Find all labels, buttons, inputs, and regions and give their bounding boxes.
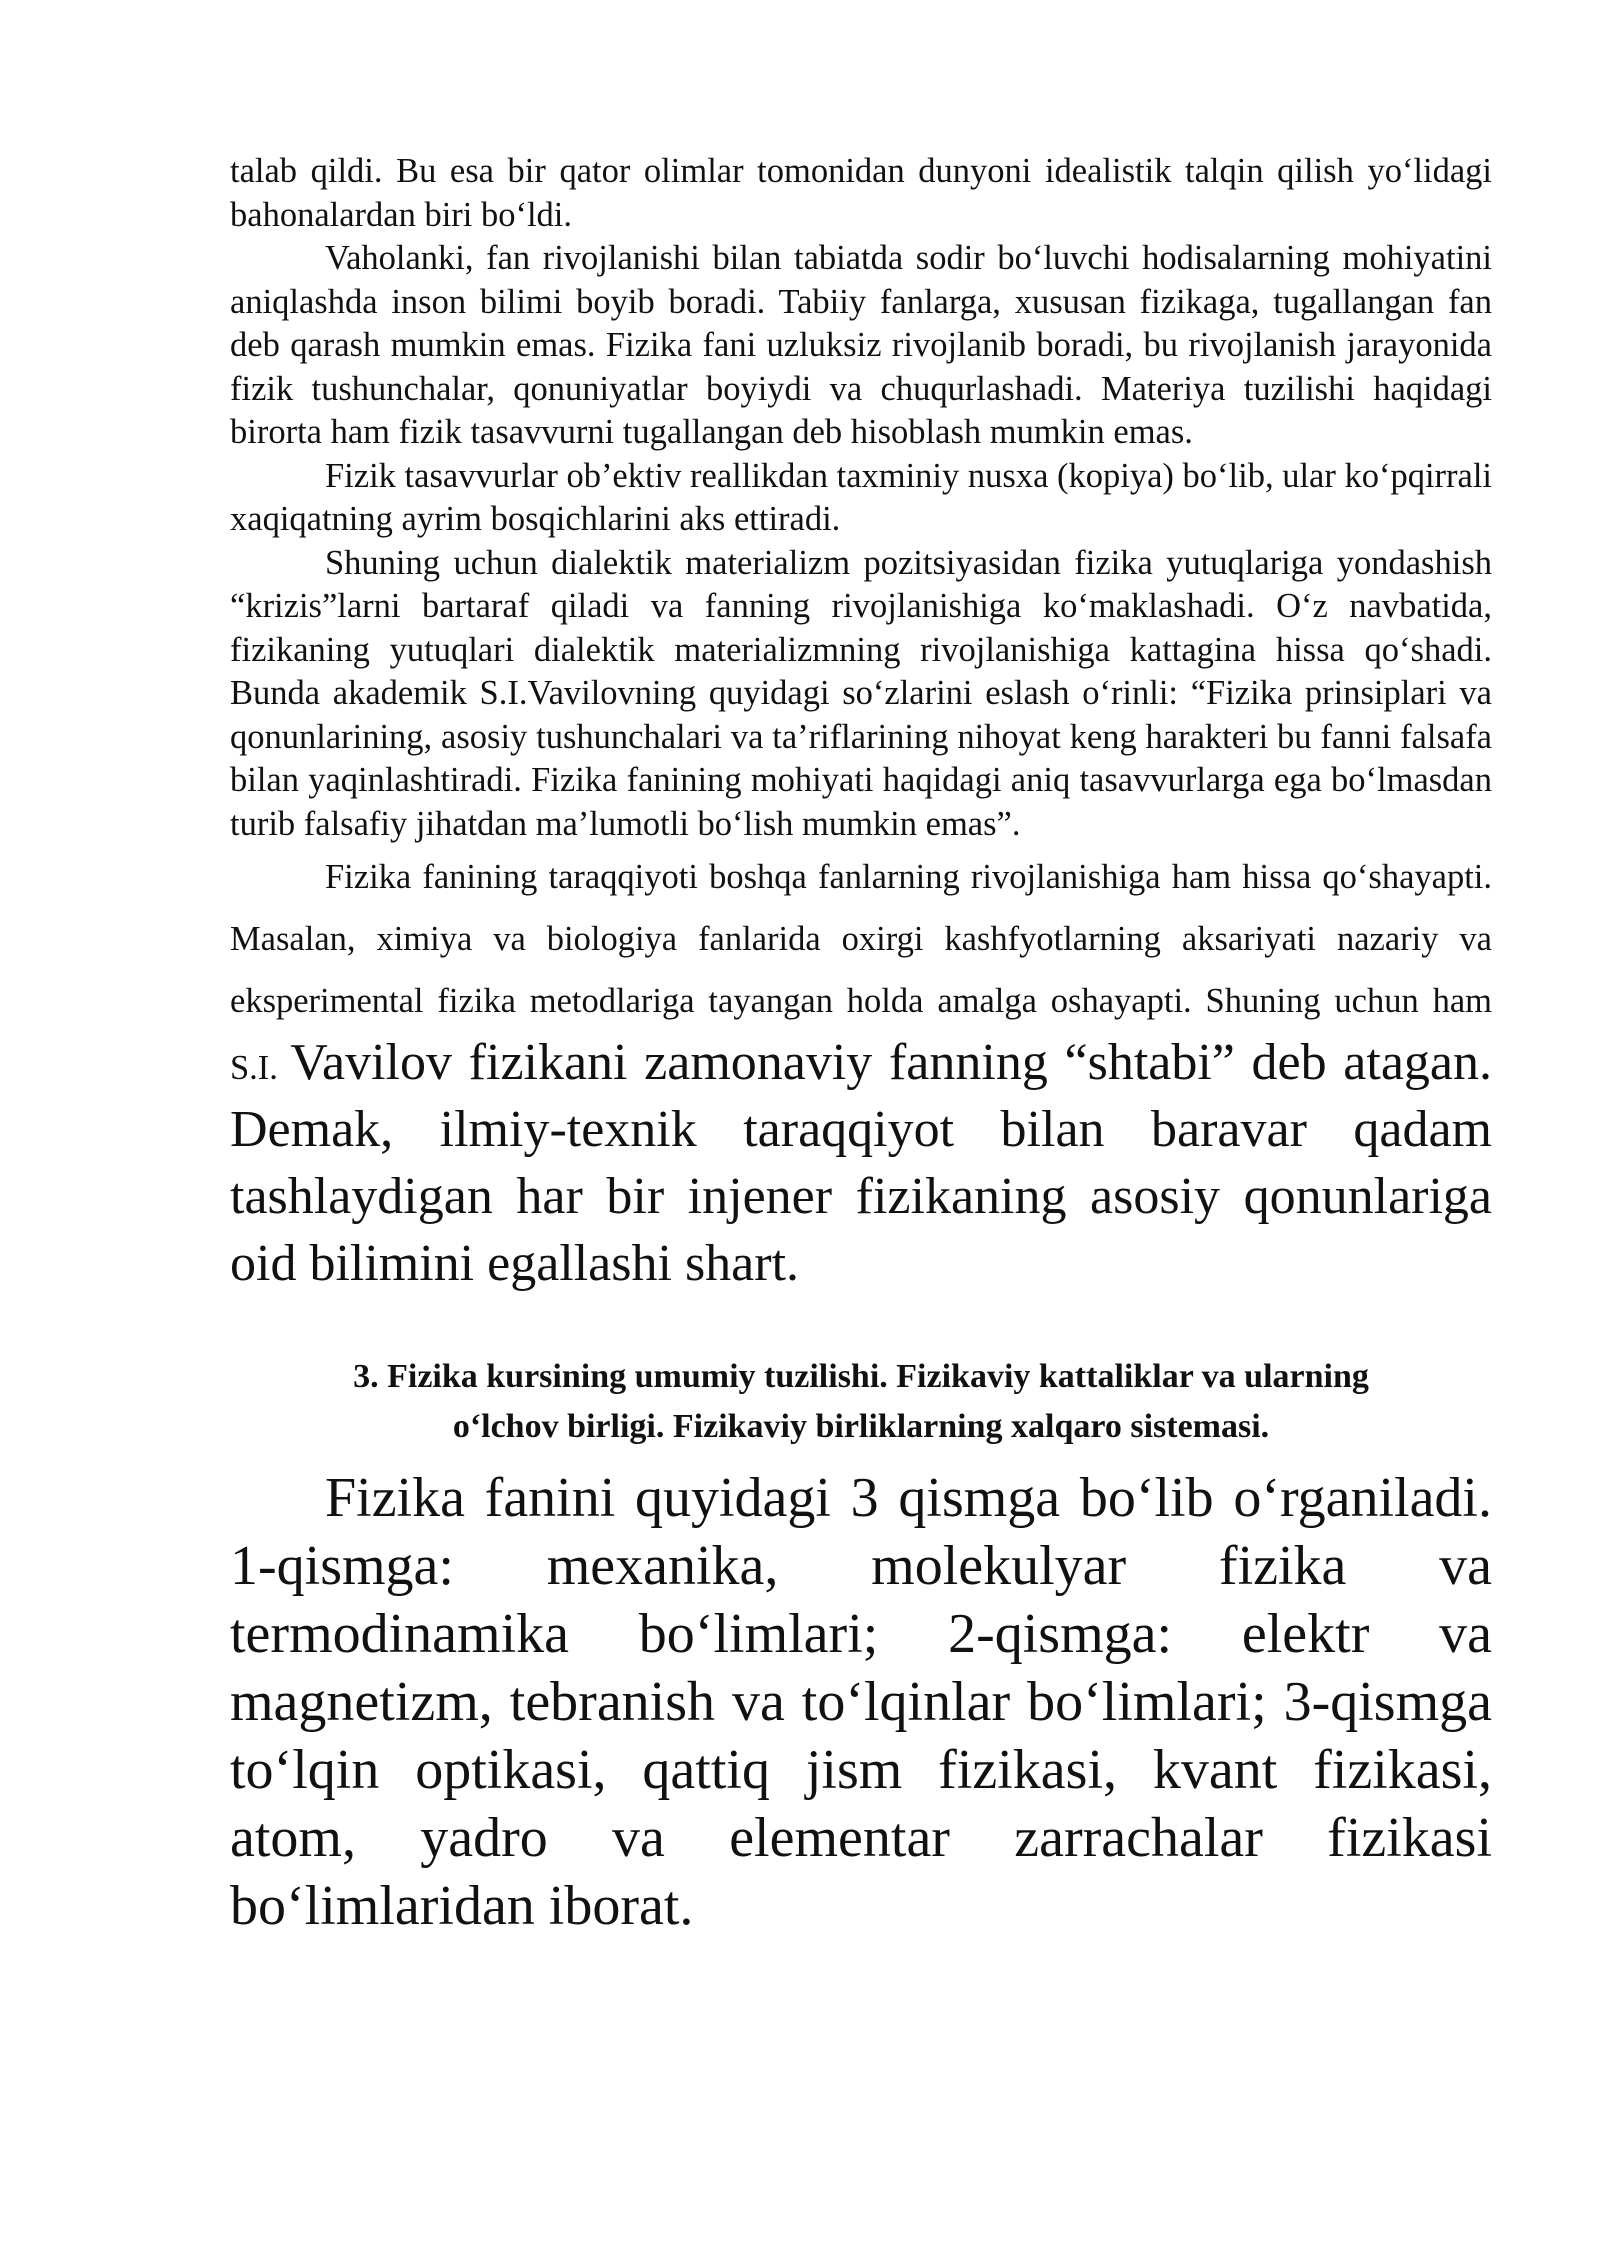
- document-page: [230, 150, 1492, 1940]
- section-heading-line-2: o‘lchov birligi. Fizikaviy birliklarning xalqaro sistemasi.: [452, 1408, 1270, 1445]
- paragraph-large-text: Vavilov fizikani zamonaviy fanning “shtabi” deb atagan. Demak, ilmiy-texnik taraqqiyot bilan baravar qadam tashlaydigan har bir injener fizikaning asosiy qonunlariga oid bilimini egallashi shart.: [230, 1034, 1492, 1292]
- paragraph-vaholanki: Vaholanki, fan rivojlanishi bilan tabiatda sodir bo‘luvchi hodisalarning mohiyatini aniqlashda inson bilimi boyib boradi. Tabiiy fanlarga, xususan fizikaga, tugallangan fan deb qarash mumkin emas. Fizika fani uzluksiz rivojlanib boradi, bu rivojlanish jarayonida fizik tushunchalar, qonuniyatlar boyiydi va chuqurlashadi. Materiya tuzilishi haqidagi birorta ham fizik tasavvurni tugallangan deb hisoblash mumkin emas.: [230, 239, 1492, 451]
- section-heading: [230, 1352, 1492, 1452]
- paragraph-small-text: Fizika fanining taraqqiyoti boshqa fanlarning rivojlanishiga ham hissa qo‘shayapti. Masalan, ximiya va biologiya fanlarida oxirgi kashfyotlarning aksariyati nazariy va eksperimental fizika metodlariga tayangan holda amalga oshayapti. Shuning uchun ham S.I.: [230, 858, 1492, 1087]
- paragraph-fizika-qismlari: Fizika fanini quyidagi 3 qismga bo‘lib o‘rganiladi. 1-qismga: mexanika, molekulyar fizika va termodinamika bo‘limlari; 2-qismga: elektr va magnetizm, tebranish va to‘lqinlar bo‘limlari; 3-qismga to‘lqin optikasi, qattiq jism fizikasi, kvant fizikasi, atom, yadro va elementar zarrachalar fizikasi bo‘limlaridan iborat.: [230, 1467, 1492, 1937]
- section-heading-line-1: 3. Fizika kursining umumiy tuzilishi. Fizikaviy kattaliklar va ularning: [353, 1358, 1369, 1395]
- paragraph-fizika-taraqqiyoti: [230, 846, 1492, 1300]
- paragraph-continuation: talab qildi. Bu esa bir qator olimlar tomonidan dunyoni idealistik talqin qilish yo‘lidagi bahonalardan biri bo‘ldi.: [230, 152, 1492, 234]
- paragraph-fizik-tasavvurlar: Fizik tasavvurlar ob’ektiv reallikdan taxminiy nusxa (kopiya) bo‘lib, ular ko‘pqirrali xaqiqatning ayrim bosqichlarini aks ettiradi.: [230, 456, 1492, 538]
- paragraph-dialektik-materializm: Shuning uchun dialektik materializm pozitsiyasidan fizika yutuqlariga yondashish “krizis”larni bartaraf qiladi va fanning rivojlanishiga ko‘maklashadi. O‘z navbatida, fizikaning yutuqlari dialektik materializmning rivojlanishiga kattagina hissa qo‘shadi. Bunda akademik S.I.Vavilovning quyidagi so‘zlarini eslash o‘rinli: “Fizika prinsiplari va qonunlarining, asosiy tushunchalari va ta’riflarining nihoyat keng harakteri bu fanni falsafa bilan yaqinlashtiradi. Fizika fanining mohiyati haqidagi aniq tasavvurlarga ega bo‘lmasdan turib falsafiy jihatdan ma’lumotli bo‘lish mumkin emas”.: [230, 543, 1492, 843]
